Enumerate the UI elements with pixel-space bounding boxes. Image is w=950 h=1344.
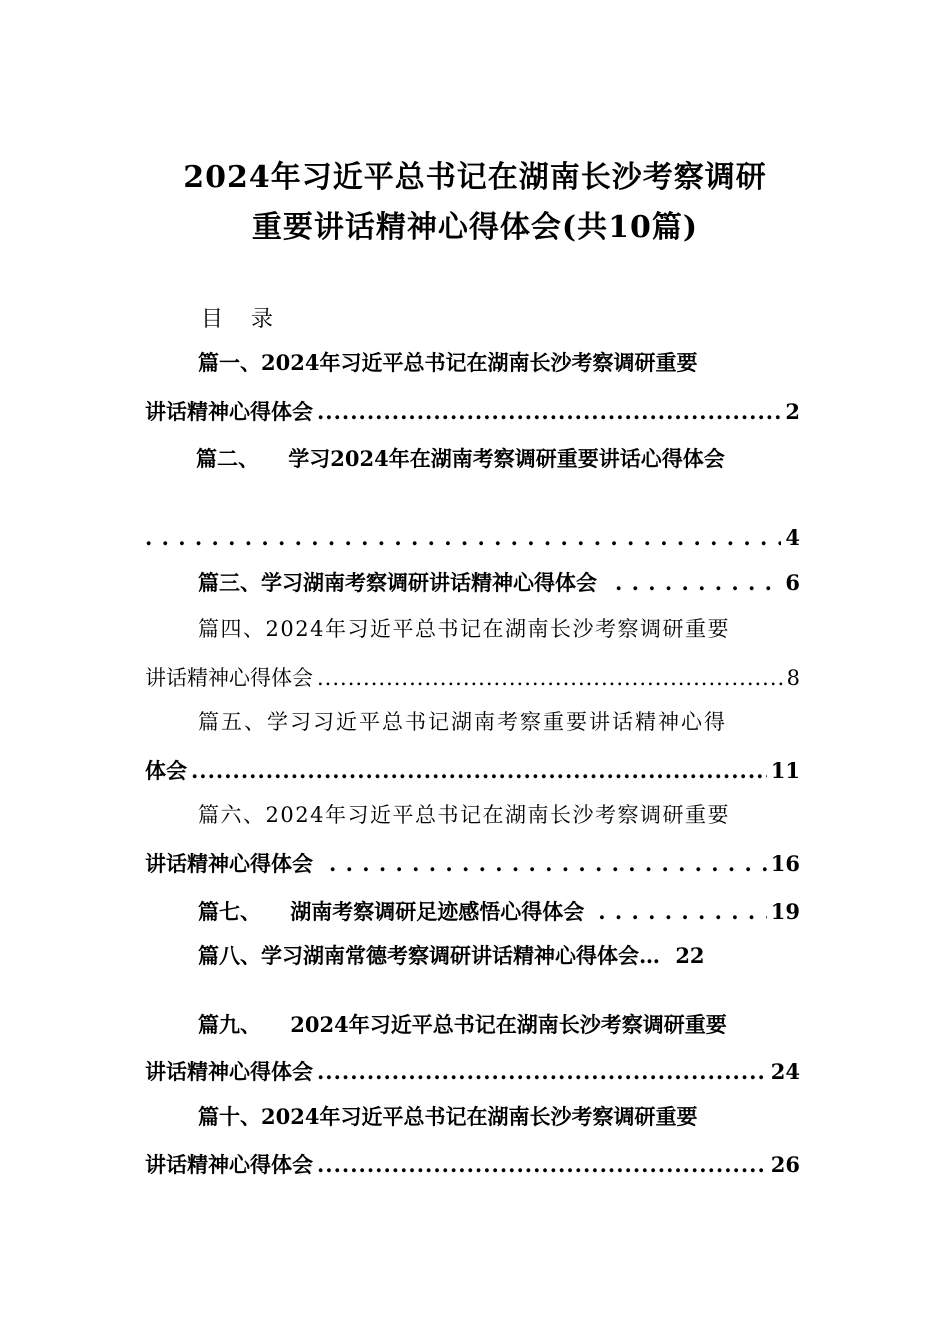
toc-entry-1-subtitle: 讲话精神心得体会	[145, 399, 313, 424]
toc-entry-6-row[interactable]	[145, 848, 800, 878]
toc-leader	[317, 399, 781, 424]
toc-entry-5-row[interactable]	[145, 755, 800, 785]
toc-entry-10-subtitle: 讲话精神心得体会	[145, 1152, 313, 1177]
toc-entry-3-row[interactable]	[198, 567, 800, 597]
toc-label: 目录	[201, 307, 302, 332]
toc-entry-8-title: 篇八、学习湖南常德考察调研讲话精神心得体会…	[198, 943, 660, 968]
toc-leader	[317, 1152, 767, 1177]
toc-leader	[615, 570, 781, 595]
toc-entry-1-page: 2	[785, 399, 800, 424]
toc-entry-1-title[interactable]: 篇一、2024年习近平总书记在湖南长沙考察调研重要	[198, 350, 698, 375]
toc-entry-2-title[interactable]: 篇二、 学习2024年在湖南考察调研重要讲话心得体会	[196, 446, 725, 471]
toc-leader	[317, 666, 783, 690]
toc-entry-5-subtitle: 体会	[145, 758, 187, 783]
toc-entry-10-title[interactable]: 篇十、2024年习近平总书记在湖南长沙考察调研重要	[198, 1104, 698, 1129]
toc-entry-5-title[interactable]: 篇五、学习习近平总书记湖南考察重要讲话精神心得	[198, 710, 727, 734]
toc-entry-5-page: 11	[770, 758, 800, 783]
toc-entry-8-page: 22	[675, 943, 705, 968]
toc-entry-7-title: 篇七、 湖南考察调研足迹感悟心得体会	[198, 899, 585, 924]
toc-entry-2-row[interactable]	[145, 525, 800, 550]
toc-entry-2-page: 4	[785, 525, 800, 550]
toc-entry-9-row[interactable]	[145, 1056, 800, 1086]
toc-entry-3-title: 篇三、学习湖南考察调研讲话精神心得体会	[198, 570, 597, 595]
toc-entry-9-page: 24	[770, 1059, 800, 1084]
toc-entry-6-title[interactable]: 篇六、2024年习近平总书记在湖南长沙考察调研重要	[198, 803, 730, 827]
toc-entry-10-row[interactable]	[145, 1149, 800, 1179]
toc-entry-10-page: 26	[770, 1152, 800, 1177]
toc-entry-1-row[interactable]	[145, 396, 800, 426]
toc-entry-4-title[interactable]: 篇四、2024年习近平总书记在湖南长沙考察调研重要	[198, 617, 730, 641]
toc-leader	[317, 1059, 767, 1084]
document-title-line1: 2024年习近平总书记在湖南长沙考察调研	[183, 160, 767, 195]
document-title-line2: 重要讲话精神心得体会(共10篇)	[251, 210, 699, 245]
toc-entry-6-page: 16	[770, 851, 800, 876]
toc-leader	[191, 758, 767, 783]
toc-entry-3-page: 6	[785, 570, 800, 595]
toc-leader	[598, 899, 767, 924]
toc-leader	[145, 525, 781, 550]
toc-entry-7-row[interactable]	[198, 896, 800, 926]
toc-entry-9-subtitle: 讲话精神心得体会	[145, 1059, 313, 1084]
toc-entry-4-page: 8	[786, 666, 800, 690]
toc-entry-4-subtitle: 讲话精神心得体会	[145, 666, 313, 690]
toc-entry-8-row[interactable]	[198, 940, 705, 970]
toc-entry-4-row[interactable]	[145, 662, 800, 692]
toc-leader	[329, 851, 767, 876]
toc-entry-7-page: 19	[770, 899, 800, 924]
toc-entry-6-subtitle: 讲话精神心得体会	[145, 851, 313, 876]
toc-entry-9-title[interactable]: 篇九、 2024年习近平总书记在湖南长沙考察调研重要	[198, 1012, 727, 1037]
